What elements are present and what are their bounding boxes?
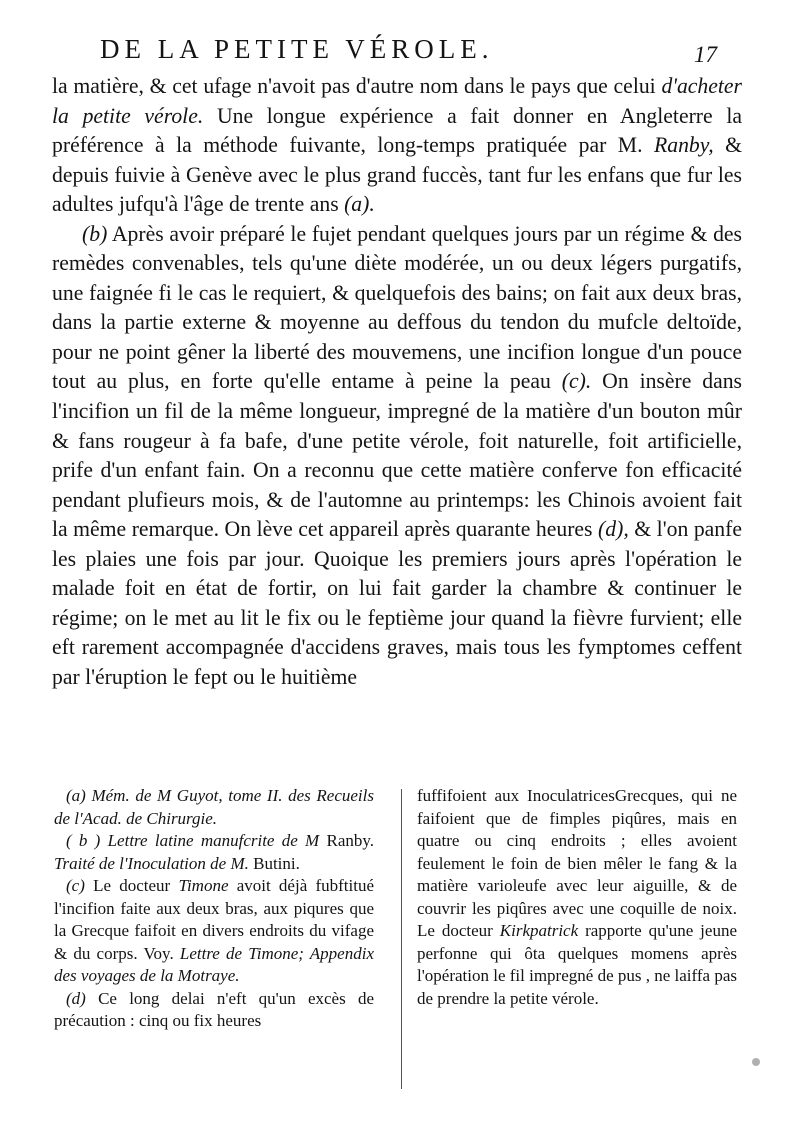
footnote-ref-a: (a). [344, 192, 375, 217]
main-text [52, 72, 742, 692]
footnote-d: (d) Ce long delai n'eft qu'un excès de précaution : cinq ou fix heures [54, 988, 374, 1030]
paragraph-2: (b) Après avoir préparé le fujet pendant quelques jours par un régime & des remèdes convenables, tels qu'une diète modérée, un ou deux légers purgatifs, une faignée fi le cas le requiert, & quelquefois des bains; on fait aux deux bras, dans la partie externe & moyenne au deffous du tendon du mufcle deltoïde, pour ne point gêner la liberté des mouvemens, une incifion longue d'un pouce tout au plus, en forte qu'elle entame à peine la peau (c). On insère dans l'incifion un fil de la même longueur, impregné de la matière d'un bouton mûr & fans rougeur à fa bafe, d'une petite vérole, foit naturelle, foit artificielle, prife d'un enfant fain. On a reconnu que cette matière conferve fon efficacité pendant plufieurs mois, & de l'automne au printemps: les Chinois avoient fait la même remarque. On lève cet appareil après quarante heures (d), & l'on panfe les plaies une fois par jour. Quoique les premiers jours après l'opération le malade foit en état de fortir, on lui fait garder la chambre & continuer le régime; on le met au lit le fix ou le feptième jour quand la fièvre furvient; elle eft rarement accompagnée d'accidens graves, mais tous les fymptomes ceffent par l'éruption le fept ou le huitième [52, 221, 742, 689]
footnote-a: (a) Mém. de M Guyot, tome II. des Recueils de l'Acad. de Chirurgie. [54, 786, 374, 828]
footnote-ref-b: (b) [82, 221, 108, 246]
footnotes-left-column [54, 785, 374, 1033]
footnote-ref-c: (c). [561, 369, 592, 394]
paragraph-1: la matière, & cet ufage n'avoit pas d'autre nom dans le pays que celui d'acheter la petite vérole. Une longue expérience a fait donner en Angleterre la préférence à la méthode fuivante, long-temps pratiquée par M. Ranby, & depuis fuivie à Genève avec le plus grand fuccès, tant fur les enfans que fur les adultes jufqu'à l'âge de trente ans (a). [52, 74, 742, 217]
footnote-b: ( b ) Lettre latine manufcrite de M Ranby. Traité de l'Inoculation de M. Butini. [54, 831, 375, 873]
footnotes [54, 785, 744, 1105]
column-divider [401, 789, 402, 1089]
footnote-ref-d: (d), [598, 517, 629, 542]
footnote-c: (c) Le docteur Timone avoit déjà fubftitué l'incifion faite aux deux bras, aux piqures que la Grecque faifoit en divers endroits du vifage & du corps. Voy. Lettre de Timone; Appendix des voyages de la Motraye. [54, 876, 374, 985]
footnote-d-continued: fuffifoient aux InoculatricesGrecques, qui ne faifoient que de fimples piqûres, mais en quatre ou cinq endroits ; elles avoient feulement le foin de bien mêler le fang & la matière varioleufe avec leur aiguille, & de couvrir les piqûres avec une coquille de noix. Le docteur Kirkpatrick rapporte qu'une jeune perfonne qui ôta quelques momens après l'opération le fil impregné de pus , ne laiffa pas de prendre la petite vérole. [417, 786, 737, 1008]
footnotes-right-column [417, 785, 737, 1010]
page-header [0, 34, 800, 74]
page-number: 17 [694, 42, 717, 67]
running-title: DE LA PETITE VÉROLE. [100, 34, 494, 64]
ink-mark [752, 1058, 760, 1066]
